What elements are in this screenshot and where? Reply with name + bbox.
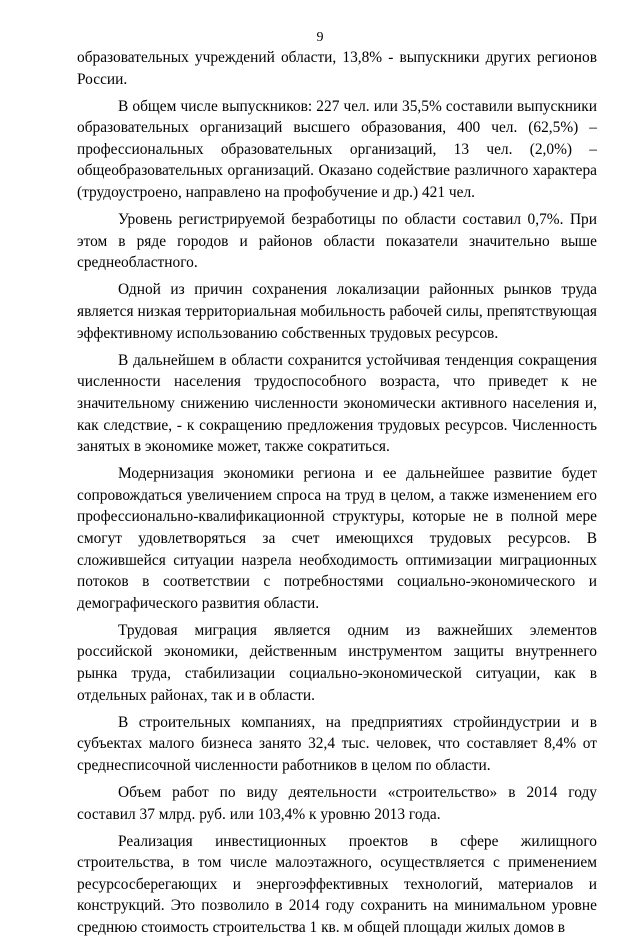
paragraph-population-trend: В дальнейшем в области сохранится устойчивая тенденция сокращения численности населения трудоспособного возраста, что приведет к не значительному снижению численности экономически активного населения и, как следствие, - к сокращению предложения трудовых ресурсов. Численность занятых в экономике может, также сократиться. — [77, 351, 597, 456]
page-number: 9 — [316, 30, 324, 45]
paragraph-continued: образовательных учреждений области, 13,8% - выпускники других регионов России. — [77, 49, 597, 88]
paragraph-unemployment: Уровень регистрируемой безработицы по области составил 0,7%. При этом в ряде городов и районов области показатели значительно выше среднеобластного. — [77, 211, 597, 272]
paragraph-labor-migration: Трудовая миграция является одним из важнейших элементов российской экономики, действенным инструментом защиты внутреннего рынка труда, стабилизации социально-экономической ситуации, как в отдельных районах, так и в области. — [77, 621, 597, 704]
document-body — [77, 47, 597, 939]
paragraph-modernization: Модернизация экономики региона и ее дальнейшее развитие будет сопровождаться увеличением спроса на труд в целом, а также изменением его профессионально-квалификационной структуры, которые не в полной мере смогут удовлетворяться за счет имеющихся трудовых ресурсов. В сложившейся ситуации назрела необходимость оптимизации миграционных потоков в соответствии с потребностями социально-экономического и демографического развития области. — [77, 465, 597, 612]
paragraph-housing-projects: Реализация инвестиционных проектов в сфере жилищного строительства, в том числе малоэтажного, осуществляется с применением ресурсосберегающих и энергоэффективных технологий, материалов и конструкций. Это позволило в 2014 году сохранить на минимальном уровне среднюю стоимость строительства 1 кв. м общей площади жилых домов в — [77, 832, 597, 937]
paragraph-labor-mobility: Одной из причин сохранения локализации районных рынков труда является низкая территориальная мобильность рабочей силы, препятствующая эффективному использованию собственных трудовых ресурсов. — [77, 281, 597, 342]
paragraph-construction-employment: В строительных компаниях, на предприятиях стройиндустрии и в субъектах малого бизнеса занято 32,4 тыс. человек, что составляет 8,4% от среднесписочной численности работников в целом по области. — [77, 713, 597, 774]
paragraph-construction-volume: Объем работ по виду деятельности «строительство» в 2014 году составил 37 млрд. руб. или 103,4% к уровню 2013 года. — [77, 784, 597, 823]
paragraph-graduates: В общем числе выпускников: 227 чел. или 35,5% составили выпускники образовательных организаций высшего образования, 400 чел. (62,5%) – профессиональных образовательных организаций, 13 чел. (2,0%) – общеобразовательных организаций. Оказано содействие различного характера (трудоустроено, направлено на профобучение и др.) 421 чел. — [77, 97, 597, 202]
